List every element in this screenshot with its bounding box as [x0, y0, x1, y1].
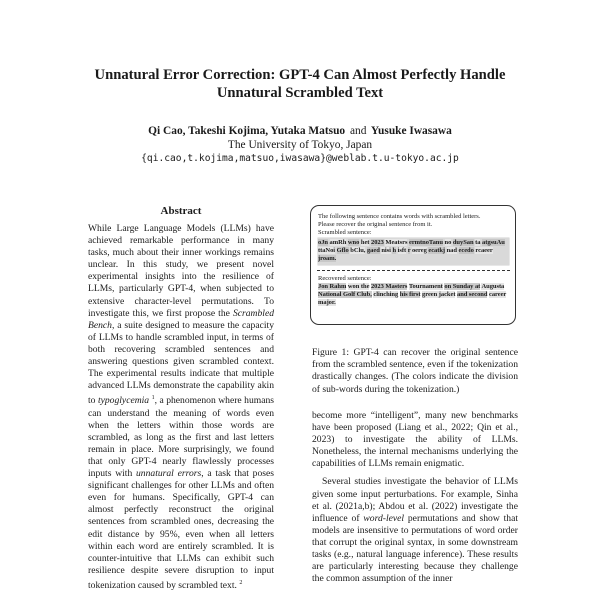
scrambled-sentence: [318, 238, 509, 264]
scrambled-token: oereg: [411, 247, 427, 255]
scrambled-token: jroam.: [318, 255, 337, 263]
abstract-text-1: While Large Language Models (LLMs) have achieved remarkable performance in many tasks, much about their inner workings remains unclear. In this study, we present novel experimental insights into the resilience of LLMs, particularly GPT-4, when subjected to extensive character-level permutations. To investigate this, we first propose the: [88, 223, 274, 319]
recovered-token: 2023 Masters: [370, 282, 408, 290]
figure-instruction-2: Please recover the original sentence from it.: [318, 221, 433, 229]
scrambled-token: het: [360, 239, 370, 247]
recovered-token: on Sunday at: [444, 282, 481, 290]
abstract-body: [88, 223, 274, 592]
recovered-token: won the: [347, 282, 370, 290]
author-emails: {qi.cao,t.kojima,matsuo,iwasawa}@weblab.t.u-tokyo.ac.jp: [141, 153, 459, 164]
paper-title: [40, 66, 560, 102]
caption-label: Figure 1:: [312, 347, 350, 358]
scrambled-token: r: [407, 247, 411, 255]
body-paragraph-2a: Several studies investigate the behavior of LLMs given some input perturbations. For example, Sinha et al. (2021a,b); Abdou et al. (2022) investigate the influence of: [312, 476, 518, 524]
recovered-token: clinching: [373, 290, 399, 298]
authors-and: and: [349, 125, 367, 137]
abstract-emph-3: unnatural errors: [136, 468, 202, 480]
scrambled-token: bClu,: [350, 247, 366, 255]
figure-instruction-1: The following sentence contains words with scrambled letters.: [318, 213, 481, 220]
body-right-column: [312, 410, 518, 591]
scrambled-token: wno: [347, 239, 360, 247]
scrambled-token: rcaeer: [475, 247, 493, 255]
abstract-text-2: , a suite designed to measure the capacity of LLMs to handle scrambled input, in terms of both recovering scrambled sentences and answering questions given scrambled context. The experimental results indicate that multiple advanced LLMs demonstrate the capability akin to: [88, 319, 274, 407]
scrambled-token: h: [392, 247, 397, 255]
authors-main: Qi Cao, Takeshi Kojima, Yutaka Matsuo: [148, 125, 346, 137]
recovered-token: Tournament: [408, 282, 443, 290]
abstract-text-4: , a task that poses significant challenges for other LLMs and often even for humans. Specifically, GPT-4 can almost perfectly reconstruct the original sentences from scrambled ones, decreasing the edit distance by 95%, even when all letters within each word are entirely scrambled. It is counter-intuitive that LLMs can exhibit such resilience despite severe disruption to input tokenization caused by scrambled text.: [88, 468, 274, 592]
recovered-label: Recovered sentence:: [318, 274, 372, 282]
recovered-token: Augusta: [481, 282, 505, 290]
abstract-emph-2: typoglycemia: [97, 395, 150, 407]
scrambled-label: Scrambled sentence:: [318, 229, 372, 237]
scrambled-token: oJn: [318, 239, 328, 247]
abstract-text-3: , a phenomenon where humans can understand the meaning of words even when the letters within those words are scrambled, as long as the first and last letters remain in place. More surprisingly, we found that only GPT-4 nearly flawlessly processes inputs with: [88, 395, 274, 480]
scrambled-token: nisi: [381, 247, 391, 255]
scrambled-token: 2023: [371, 239, 384, 247]
figure-caption: [312, 347, 518, 396]
scrambled-token: atgsuAu: [482, 239, 505, 247]
recovered-token: National Golf Club,: [318, 290, 372, 298]
title-line-2: Unnatural Scrambled Text: [216, 85, 384, 101]
scrambled-token: no: [444, 239, 452, 247]
scrambled-token: Gflo: [336, 247, 349, 255]
scrambled-token: Meatsrs: [385, 239, 408, 247]
scrambled-token: ermtnoTanu: [409, 239, 443, 247]
scrambled-token: gaed: [366, 247, 380, 255]
abstract-heading: Abstract: [160, 205, 202, 217]
footnote-mark-1: 1: [151, 395, 155, 402]
footnote-mark-2: 2: [239, 579, 243, 586]
scrambled-token: ecedo: [458, 247, 474, 255]
recovered-token: green jacket: [422, 290, 456, 298]
scrambled-token: ttaNoi: [318, 247, 336, 255]
affiliation: The University of Tokyo, Japan: [227, 139, 373, 151]
scrambled-token: ecatkj: [428, 247, 446, 255]
authors: [40, 124, 560, 138]
scrambled-token: nad: [446, 247, 457, 255]
body-paragraph-2: [312, 476, 518, 585]
scrambled-token: amRh: [329, 239, 347, 247]
authors-last: Yusuke Iwasawa: [370, 125, 452, 137]
recovered-sentence: [318, 283, 509, 307]
abstract-emph-1: Scrambled Bench: [88, 307, 274, 331]
body-paragraph-2-emph: word-level: [363, 512, 405, 524]
recovered-token: his first: [399, 290, 421, 298]
scrambled-token: ta: [475, 239, 481, 247]
recovered-token: Jon Rahm: [318, 282, 347, 290]
caption-text: GPT-4 can recover the original sentence from the scrambled sentence, even if the tokenization drastically changes. (The colors indicate the division of sub-words during the tokenization.): [312, 347, 518, 395]
recovered-token: and second: [457, 290, 488, 298]
body-paragraph-2b: permutations and show that models are insensitive to permutations of word order that corrupt the original syntax, in some downstream tasks (e.g., natural language inference). These results are particularly interesting because they challenge the common assumption of the inner: [312, 512, 518, 585]
title-line-1: Unnatural Error Correction: GPT-4 Can Almost Perfectly Handle: [94, 67, 506, 83]
scrambled-token: isft: [397, 247, 407, 255]
figure-1-box: [310, 205, 516, 325]
recovered-token: career major.: [318, 290, 507, 306]
figure-divider: [317, 270, 510, 271]
scrambled-token: duySan: [452, 239, 474, 247]
body-paragraph-1: become more “intelligent”, many new benchmarks have been proposed (Liang et al., 2022; Qin et al., 2023) to investigate the ability of LLMs. Nonetheless, the internal mechanisms underlying the capabilities of LLMs remain enigmatic.: [312, 410, 518, 470]
